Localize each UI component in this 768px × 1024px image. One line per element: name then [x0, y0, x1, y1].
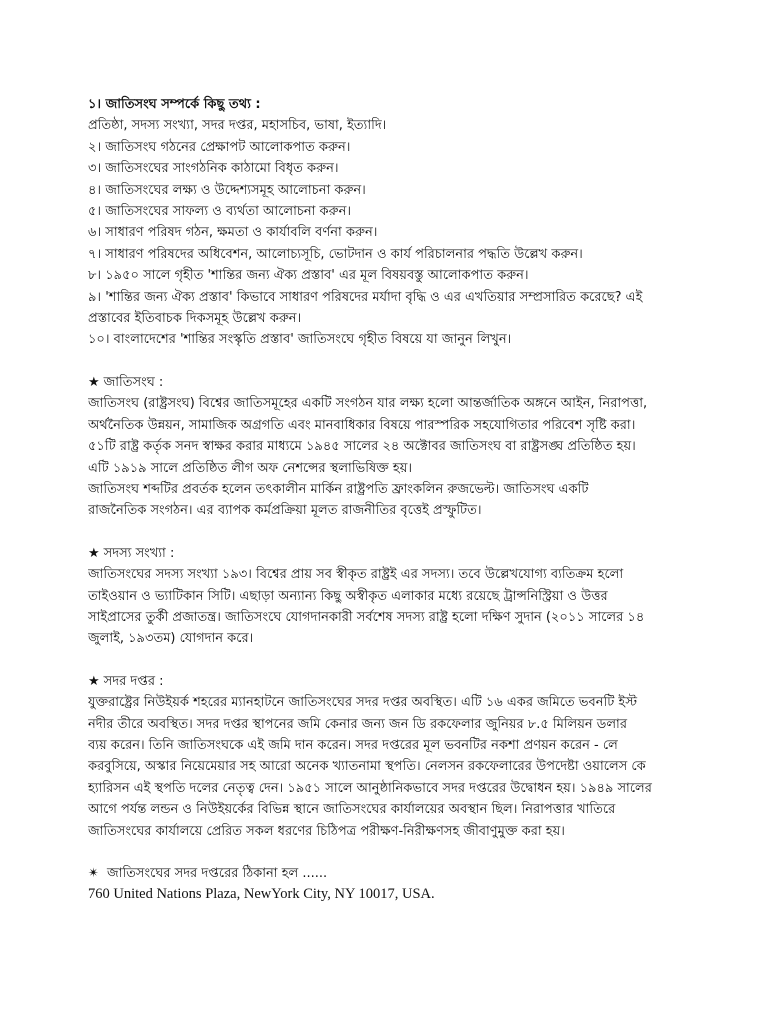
question-line: ৫। জাতিসংঘের সাফল্য ও ব্যর্থতা আলোচনা করুন। — [88, 204, 352, 220]
question-line: ৩। জাতিসংঘের সাংগঠনিক কাঠামো বিধৃত করুন। — [88, 161, 339, 177]
questions-section — [88, 94, 698, 351]
question-line: ২। জাতিসংঘ গঠনের প্রেক্ষাপট আলোকপাত করুন। — [88, 139, 351, 155]
paragraph-line: ৫১টি রাষ্ট্র কর্তৃক সনদ স্বাক্ষর করার মাধ্যমে ১৯৪৫ সালের ২৪ অক্টোবর জাতিসংঘ বা রাষ্ট্রসঙ্ঘ প্রতিষ্ঠিত হয়। — [88, 439, 636, 455]
paragraph-line: জাতিসংঘ শব্দটির প্রবর্তক হলেন তৎকালীন মার্কিন রাষ্ট্রপতি ফ্রাংকলিন রুজভেল্ট। জাতিসংঘ একটি — [88, 481, 589, 497]
address-value: 760 United Nations Plaza, NewYork City, NY 10017, USA. — [88, 886, 435, 903]
un-heading-text: জাতিসংঘ : — [103, 374, 164, 390]
question-line: ৯। 'শান্তির জন্য ঐক্য প্রস্তাব' কিভাবে সাধারণ পরিষদের মর্যাদা বৃদ্ধি ও এর এখতিয়ার সম্প্রসারিত করেছে? এই — [88, 289, 643, 305]
paragraph-line: ব্যয় করেন। তিনি জাতিসংঘকে এই জমি দান করেন। সদর দপ্তরের মূল ভবনটির নকশা প্রণয়ন করেন - লে — [88, 737, 618, 753]
paragraph-line: জাতিসংঘের সদস্য সংখ্যা ১৯৩। বিশ্বের প্রায় সব স্বীকৃত রাষ্ট্রই এর সদস্য। তবে উল্লেখযোগ্য ব্যতিক্রম হলো — [88, 567, 624, 583]
section-spacer — [88, 842, 698, 863]
paragraph-line: হ্যারিসন এই স্থপতি দলের নেতৃত্ব দেন। ১৯৫১ সালে আনুষ্ঠানিকভাবে সদর দপ্তরের উদ্বোধন হয়। ১৯৪৯ সালের — [88, 780, 652, 796]
hq-heading-text: সদর দপ্তর : — [103, 673, 164, 689]
question-line: ৭। সাধারণ পরিষদের অধিবেশন, আলোচ্যসূচি, ভোটদান ও কার্য পরিচালনার পদ্ধতি উল্লেখ করুন। — [88, 246, 583, 262]
star-icon: ★ — [88, 545, 100, 561]
hq-section — [88, 671, 698, 842]
question-line: প্রস্তাবের ইতিবাচক দিকসমূহ উল্লেখ করুন। — [88, 311, 302, 327]
section-spacer — [88, 650, 698, 671]
questions-heading: ১। জাতিসংঘ সম্পর্কে কিছু তথ্য : — [88, 97, 261, 112]
question-line: ৮। ১৯৫০ সালে গৃহীত 'শান্তির জন্য ঐক্য প্রস্তাব' এর মূল বিষয়বস্তু আলোকপাত করুন। — [88, 268, 529, 284]
section-spacer — [88, 522, 698, 543]
paragraph-line: আগে পর্যন্ত লন্ডন ও নিউইয়র্কের বিভিন্ন স্থানে জাতিসংঘের কার্যালয়ের অবস্থান ছিল। নিরাপত্তার খাতিরে — [88, 802, 616, 818]
question-line: প্রতিষ্ঠা, সদস্য সংখ্যা, সদর দপ্তর, মহাসচিব, ভাষা, ইত্যাদি। — [88, 118, 387, 134]
question-line: ৬। সাধারণ পরিষদ গঠন, ক্ষমতা ও কার্যাবলি বর্ণনা করুন। — [88, 225, 378, 241]
paragraph-line: এটি ১৯১৯ সালে প্রতিষ্ঠিত লীগ অফ নেশন্সের স্থলাভিষিক্ত হয়। — [88, 460, 413, 476]
un-heading — [88, 372, 698, 393]
members-section — [88, 543, 698, 650]
address-section — [88, 863, 698, 906]
question-line: ১০। বাংলাদেশের 'শান্তির সংস্কৃতি প্রস্তাব' জাতিসংঘে গৃহীত বিষয়ে যা জানুন লিখুন। — [88, 332, 512, 348]
un-section — [88, 372, 698, 522]
paragraph-line: জাতিসংঘ (রাষ্ট্রসংঘ) বিশ্বের জাতিসমূহের একটি সংগঠন যার লক্ষ্য হলো আন্তর্জাতিক অঙ্গনে আইন, নিরাপত্তা, — [88, 396, 648, 412]
paragraph-line: নদীর তীরে অবস্থিত। সদর দপ্তর স্থাপনের জমি কেনার জন্য জন ডি রকফেলার জুনিয়র ৮.৫ মিলিয়ন ডলার — [88, 716, 627, 732]
paragraph-line: জুলাই, ১৯৩তম) যোগদান করে। — [88, 631, 254, 647]
star-icon: ★ — [88, 673, 100, 689]
paragraph-line: জাতিসংঘের কার্যালয়ে প্রেরিত সকল ধরণের চিঠিপত্র পরীক্ষণ-নিরীক্ষণসহ জীবাণুমুক্ত করা হয়। — [88, 823, 565, 839]
paragraph-line: অর্থনৈতিক উন্নয়ন, সামাজিক অগ্রগতি এবং মানবাধিকার বিষয়ে পারস্পরিক সহযোগিতার পরিবেশ সৃষ্টি করা। — [88, 417, 636, 433]
paragraph-line: রাজনৈতিক সংগঠন। এর ব্যাপক কর্মপ্রক্রিয়া মূলত রাজনীতির বৃত্তেই প্রস্ফুটিত। — [88, 503, 482, 519]
address-label: জাতিসংঘের সদর দপ্তরের ঠিকানা হল ...... — [107, 866, 328, 881]
address-label-line — [88, 863, 698, 884]
star-icon: ★ — [88, 374, 100, 390]
question-line: ৪। জাতিসংঘের লক্ষ্য ও উদ্দেশ্যসমূহ আলোচনা করুন। — [88, 182, 366, 198]
paragraph-line: তাইওয়ান ও ভ্যাটিকান সিটি। এছাড়া অন্যান্য কিছু অস্বীকৃত এলাকার মধ্যে রয়েছে ট্রান্সনিস্ট্রিয়া ও উত্তর — [88, 588, 608, 604]
members-heading-text: সদস্য সংখ্যা : — [103, 545, 175, 561]
paragraph-line: সাইপ্রাসের তুর্কী প্রজাতন্ত্র। জাতিসংঘে যোগদানকারী সর্বশেষ সদস্য রাষ্ট্র হলো দক্ষিণ সুদান (২০১১ সালের ১৪ — [88, 609, 645, 625]
paragraph-line: যুক্তরাষ্ট্রের নিউইয়র্ক শহরের ম্যানহাটনে জাতিসংঘের সদর দপ্তর অবস্থিত। এটি ১৬ একর জমিতে ভবনটি ইস্ট — [88, 695, 637, 711]
paragraph-line: করবুসিয়ে, অস্কার নিয়েমেয়ার সহ আরো অনেক খ্যাতনামা স্থপতি। নেলসন রকফেলারের উপদেষ্টা ওয়ালেস কে — [88, 759, 646, 775]
hq-heading — [88, 671, 698, 692]
section-spacer — [88, 351, 698, 372]
members-heading — [88, 543, 698, 564]
bullet-star-icon: ✴ — [88, 866, 99, 881]
